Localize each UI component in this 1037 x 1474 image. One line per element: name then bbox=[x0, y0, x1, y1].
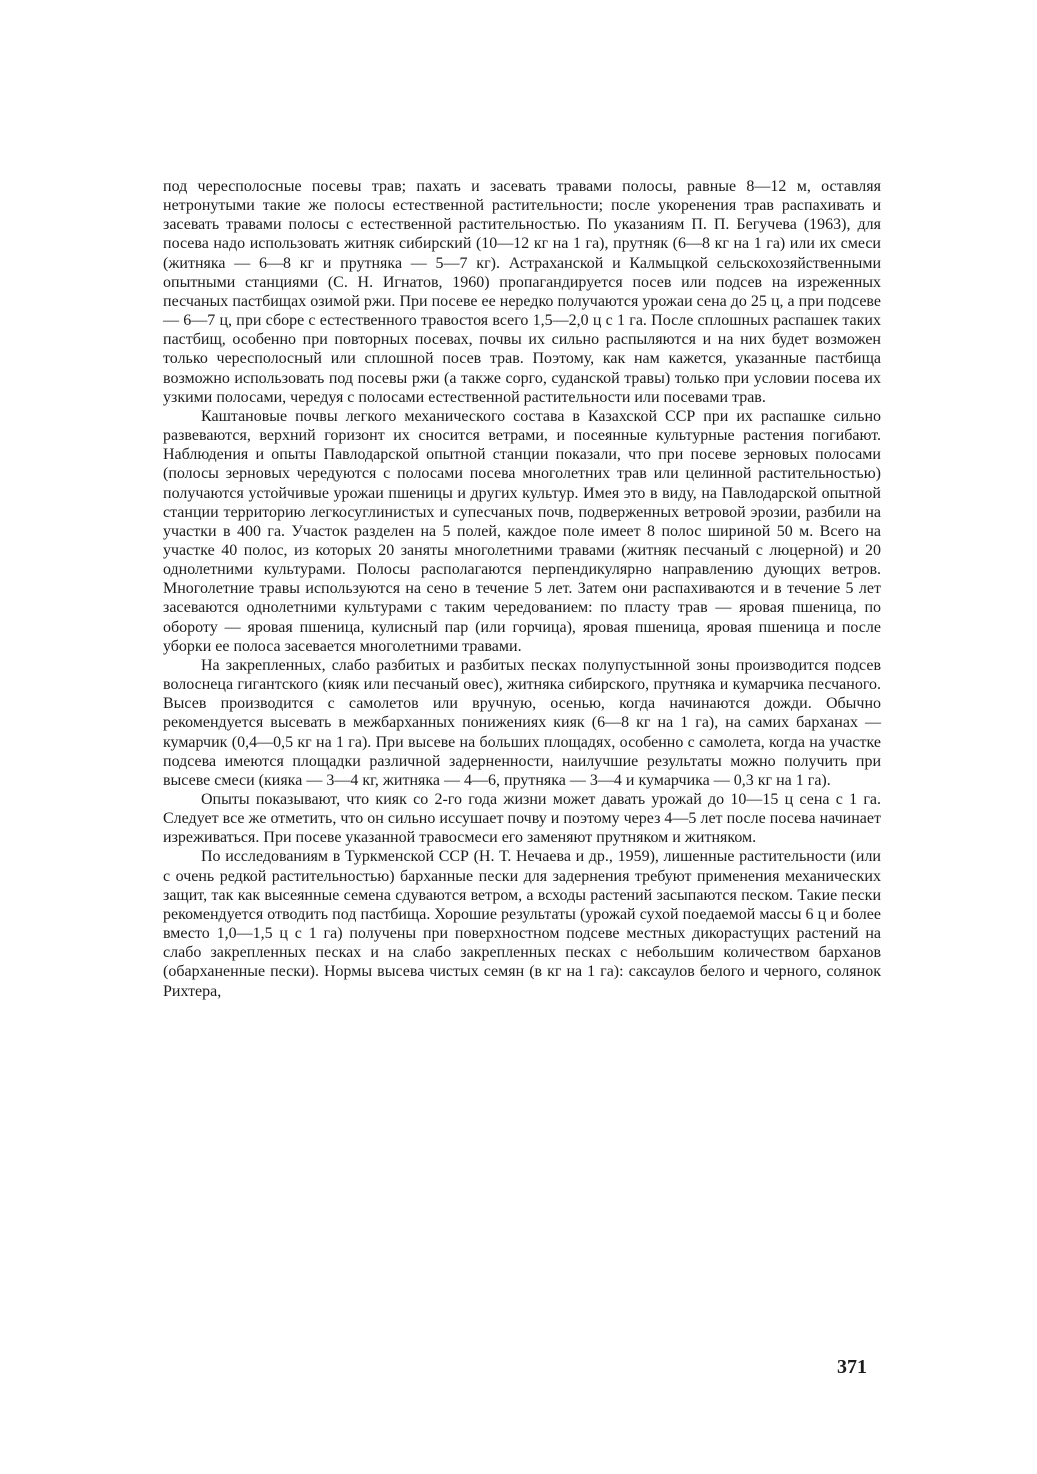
paragraph-experiments: Опыты показывают, что кияк со 2-го года жизни может давать урожай до 10—15 ц сена с 1 га. Следует все же отметить, что он сильно иссушает почву и поэтому через 4—5 лет после посева начинает изреживаться. При посеве указанной травосмеси его заменяют прутняком и житняком. bbox=[163, 791, 881, 847]
page-number: 371 bbox=[837, 1356, 867, 1378]
paragraph-chestnut-soils: Каштановые почвы легкого механического состава в Казахской ССР при их распашке сильно развеваются, верхний горизонт их сносится ветрами, и посеянные культурные растения погибают. Наблюдения и опыты Павлодарской опытной станции показали, что при посеве зерновых полосами (полосы зерновых чередуются с полосами посева многолетних трав или целинной растительностью) получаются устойчивые урожаи пшеницы и других культур. Имея это в виду, на Павлодарской опытной станции территорию легкосуглинистых и супесчаных почв, подверженных ветровой эрозии, разбили на участки в 400 га. Участок разделен на 5 полей, каждое поле имеет 8 полос шириной 50 м. Всего на участке 40 полос, из которых 20 заняты многолетними травами (житняк песчаный с люцерной) и 20 однолетними культурами. Полосы располагаются перпендикулярно направлению дующих ветров. Многолетние травы используются на сено в течение 5 лет. Затем они распахиваются и в течение 5 лет засеваются однолетними культурами с таким чередованием: по пласту трав — яровая пшеница, по обороту — яровая пшеница, кулисный пар (или горчица), яровая пшеница, яровая пшеница и после уборки ее полоса засевается многолетними травами. bbox=[163, 407, 881, 655]
body-text bbox=[163, 177, 881, 1001]
paragraph-turkmen-research: По исследованиям в Туркменской ССР (Н. Т. Нечаева и др., 1959), лишенные растительности (или с очень редкой растительностью) барханные пески для задернения требуют применения механических защит, так как высеянные семена сдуваются ветром, а всходы растений засыпаются песком. Такие пески рекомендуется отводить под пастбища. Хорошие результаты (урожай сухой поедаемой массы 6 ц и более вместо 1,0—1,5 ц с 1 га) получены при поверхностном подсеве местных дикорастущих растений на слабо закрепленных песках и на слабо закрепленных песках с небольшим количеством барханов (обарханенные пески). Нормы высева чистых семян (в кг на 1 га): саксаулов белого и черного, солянок Рихтера, bbox=[163, 848, 881, 1000]
paragraph-continuation: под чересполосные посевы трав; пахать и засевать травами полосы, равные 8—12 м, оставляя нетронутыми такие же полосы естественной растительности; после укоренения трав распахивать и засевать травами полосы с естественной растительностью. По указаниям П. П. Бегучева (1963), для посева надо использовать житняк сибирский (10—12 кг на 1 га), прутняк (6—8 кг на 1 га) или их смеси (житняка — 6—8 кг и прутняка — 5—7 кг). Астраханской и Калмыцкой сельскохозяйственными опытными станциями (С. Н. Игнатов, 1960) пропагандируется посев или подсев на изреженных песчаных пастбищах озимой ржи. При посеве ее нередко получаются урожаи сена до 25 ц, а при подсеве — 6—7 ц, при сборе с естественного травостоя всего 1,5—2,0 ц с 1 га. После сплошных распашек таких пастбищ, особенно при повторных посевах, почвы их сильно распыляются и на них будет возможен только чересполосный или сплошной посев трав. Поэтому, как нам кажется, указанные пастбища возможно использовать под посевы ржи (а также сорго, суданской травы) только при условии посева их узкими полосами, чередуя с полосами естественной растительности или посевами трав. bbox=[163, 178, 881, 406]
paragraph-fixed-sands: На закрепленных, слабо разбитых и разбитых песках полупустынной зоны производится подсев волоснеца гигантского (кияк или песчаный овес), житняка сибирского, прутняка и кумарчика песчаного. Высев производится с самолетов или вручную, осенью, когда начинаются дожди. Обычно рекомендуется высевать в межбарханных понижениях кияк (6—8 кг на 1 га), на самих барханах — кумарчик (0,4—0,5 кг на 1 га). При высеве на больших площадях, особенно с самолета, когда на участке подсева имеются площадки различной задерненности, наилучшие результаты можно получить при высеве смеси (кияка — 3—4 кг, житняка — 4—6, прутняка — 3—4 и кумарчика — 0,3 кг на 1 га). bbox=[163, 656, 881, 789]
